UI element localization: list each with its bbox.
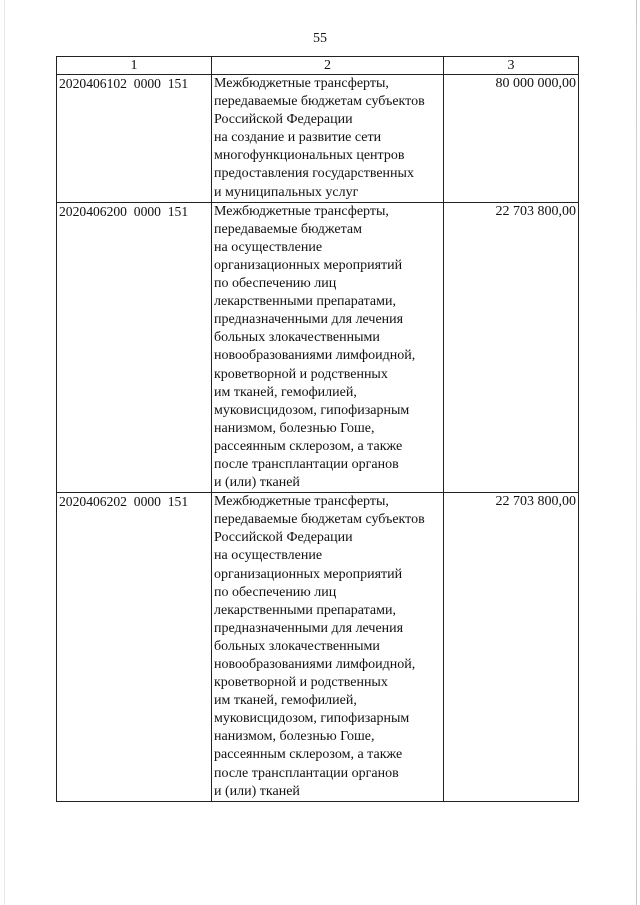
budget-classification-code: 2020406202 0000 151 bbox=[57, 493, 212, 802]
budget-table bbox=[56, 56, 579, 802]
amount-value: 80 000 000,00 bbox=[444, 75, 579, 203]
column-header-code: 1 bbox=[57, 57, 212, 75]
scan-edge-right bbox=[636, 0, 637, 905]
description-line: Межбюджетные трансферты, bbox=[214, 76, 389, 91]
budget-classification-code: 2020406102 0000 151 bbox=[57, 75, 212, 203]
description-line: лекарственными препаратами, bbox=[214, 294, 396, 310]
scan-edge-left bbox=[4, 0, 5, 905]
description-line: Российской Федерации bbox=[214, 112, 353, 128]
description-line: организационных мероприятий bbox=[214, 257, 403, 273]
transfer-description bbox=[212, 493, 444, 802]
description-line: предоставления государственных bbox=[214, 166, 414, 182]
description-line: передаваемые бюджетам bbox=[214, 221, 362, 237]
description-line: после трансплантации органов bbox=[214, 456, 399, 472]
table-row bbox=[57, 75, 579, 203]
description-line: им тканей, гемофилией, bbox=[214, 384, 357, 400]
table-body bbox=[57, 75, 579, 802]
description-line: передаваемые бюджетам субъектов bbox=[214, 94, 425, 110]
budget-classification-code: 2020406200 0000 151 bbox=[57, 202, 212, 493]
description-line: новообразованиями лимфоидной, bbox=[214, 657, 416, 672]
description-line: на создание и развитие сети bbox=[214, 130, 382, 146]
description-line: муковисцидозом, гипофизарным bbox=[214, 402, 410, 418]
description-line: им тканей, гемофилией, bbox=[214, 693, 357, 709]
description-line: лекарственными препаратами, bbox=[214, 602, 396, 618]
description-line: рассеянным склерозом, а также bbox=[214, 747, 403, 763]
page-number: 55 bbox=[313, 31, 327, 46]
description-line: новообразованиями лимфоидной, bbox=[214, 348, 416, 364]
description-line: по обеспечению лиц bbox=[214, 276, 337, 292]
transfer-description bbox=[212, 202, 444, 493]
description-line: предназначенными для лечения bbox=[214, 312, 404, 328]
description-line: кроветворной и родственных bbox=[214, 675, 388, 691]
description-line: на осуществление bbox=[214, 548, 323, 564]
description-line: больных злокачественными bbox=[214, 638, 380, 654]
amount-value: 22 703 800,00 bbox=[444, 493, 579, 802]
description-line: на осуществление bbox=[214, 239, 323, 255]
description-line: кроветворной и родственных bbox=[214, 366, 388, 382]
column-header-description: 2 bbox=[212, 57, 444, 75]
transfer-description bbox=[212, 75, 444, 203]
description-line: многофункциональных центров bbox=[214, 148, 405, 164]
description-line: и (или) тканей bbox=[214, 783, 300, 799]
description-line: и (или) тканей bbox=[214, 475, 300, 491]
table-header-row bbox=[57, 57, 579, 75]
amount-value: 22 703 800,00 bbox=[444, 202, 579, 493]
description-line: организационных мероприятий bbox=[214, 566, 403, 582]
description-line: передаваемые бюджетам субъектов bbox=[214, 512, 425, 528]
description-line: предназначенными для лечения bbox=[214, 620, 404, 636]
table-row bbox=[57, 493, 579, 802]
description-line: Межбюджетные трансферты, bbox=[214, 494, 389, 510]
description-line: нанизмом, болезнью Гоше, bbox=[214, 729, 375, 745]
description-line: после трансплантации органов bbox=[214, 765, 399, 781]
column-header-amount: 3 bbox=[444, 57, 579, 75]
description-line: по обеспечению лиц bbox=[214, 584, 337, 600]
description-line: рассеянным склерозом, а также bbox=[214, 438, 403, 454]
description-line: больных злокачественными bbox=[214, 330, 380, 346]
description-line: Межбюджетные трансферты, bbox=[214, 203, 389, 219]
description-line: и муниципальных услуг bbox=[214, 184, 359, 200]
description-line: нанизмом, болезнью Гоше, bbox=[214, 420, 375, 436]
table-row bbox=[57, 202, 579, 493]
description-line: Российской Федерации bbox=[214, 530, 353, 546]
description-line: муковисцидозом, гипофизарным bbox=[214, 711, 410, 727]
